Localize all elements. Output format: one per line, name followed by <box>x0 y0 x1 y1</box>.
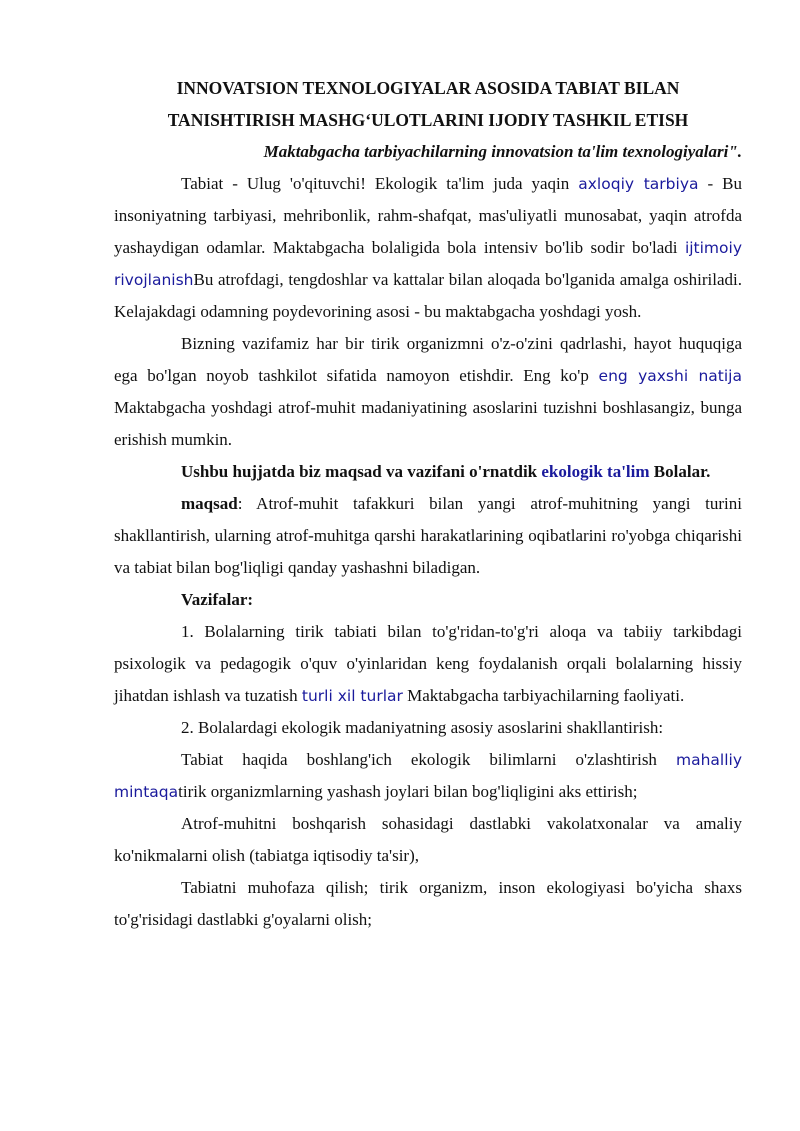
text-run: 1. Bolalarning tirik tabiati bilan to'g'ridan-to'g'ri aloqa va tabiiy tarkibdagi psixologik va pedagogik o'quv o'yinlaridan keng foydalanish orqali bolalarning hissiy jihatdan ishlash va tuzatish <box>114 622 742 705</box>
text-run: Tabiat haqida boshlang'ich ekologik bilimlarni o'zlashtirish <box>181 750 676 769</box>
maqsad-label: maqsad <box>181 494 238 513</box>
text-run: Maktabgacha tarbiyachilarning faoliyati. <box>402 686 685 705</box>
paragraph-task <box>114 328 742 456</box>
task-item-1 <box>114 616 742 712</box>
link-axloqiy-tarbiya[interactable]: axloqiy tarbiya <box>578 175 699 193</box>
link-eng-yaxshi-natija[interactable]: eng yaxshi natija <box>598 367 742 385</box>
link-ijtimoiy-rivojlanish[interactable]: ijtimoiy rivojlanish <box>114 239 742 289</box>
text-run-bold: Bolalar. <box>649 462 711 481</box>
link-turli-xil-turlar[interactable]: turli xil turlar <box>301 687 403 705</box>
task-item-2: 2. Bolalardagi ekologik madaniyatning asosiy asoslarini shakllantirish: <box>181 718 664 737</box>
tasks-heading-text: Vazifalar: <box>181 590 254 609</box>
title-line-1: INNOVATSION TEXNOLOGIYALAR ASOSIDA TABIAT BILAN <box>176 78 680 98</box>
text-run: - Bu insoniyatning tarbiyasi, mehribonlik, rahm-shafqat, mas'uliyatli munosabat, yaqin atrofda yashaydigan odamlar. Maktabgacha bolaligida bola intensiv bo'lib sodir bo'ladi <box>114 174 742 257</box>
document-body <box>114 72 742 936</box>
text-run-bold: Ushbu hujjatda biz maqsad va vazifani o'rnatdik <box>181 462 542 481</box>
title-line-2: TANISHTIRISH MASHG‘ULOTLARINI IJODIY TASHKIL ETISH <box>167 110 689 130</box>
document-title <box>114 72 742 136</box>
text-run: Bu atrofdagi, tengdoshlar va kattalar bilan aloqada bo'lganida amalga oshiriladi. Kelajakdagi odamning poydevorining asosi - bu maktabgacha yoshdagi yosh. <box>114 270 742 321</box>
document-subtitle: Maktabgacha tarbiyachilarning innovatsion ta'lim texnologiyalari". <box>263 142 742 161</box>
link-mahalliy-mintaqa[interactable]: mahalliy mintaqa <box>114 751 742 801</box>
task-item-2c: Tabiatni muhofaza qilish; tirik organizm, inson ekologiyasi bo'yicha shaxs to'g'risidagi dastlabki g'oyalarni olish; <box>114 878 742 929</box>
link-ekologik-talim[interactable]: ekologik ta'lim <box>541 462 650 481</box>
task-item-2b: Atrof-muhitni boshqarish sohasidagi dastlabki vakolatxonalar va amaliy ko'nikmalarni olish (tabiatga iqtisodiy ta'sir), <box>114 814 742 865</box>
task-item-2a <box>114 744 742 808</box>
text-run: tirik organizmlarning yashash joylari bilan bog'liqligini aks ettirish; <box>178 782 638 801</box>
text-run: Maktabgacha yoshdagi atrof-muhit madaniyatining asoslarini tuzishni boshlasangiz, bunga erishish mumkin. <box>114 398 742 449</box>
text-run: : Atrof-muhit tafakkuri bilan yangi atrof-muhitning yangi turini shakllantirish, ularning atrof-muhitga qarshi harakatlarining oqibatlarini ro'yobga chiqarishi va tabiat bilan bog'liqligi qanday yashashni biladigan. <box>114 494 742 577</box>
text-run: Bizning vazifamiz har bir tirik organizmni o'z-o'zini qadrlashi, hayot huquqiga ega bo'lgan noyob tashkilot sifatida namoyon etishdir. Eng ko'p <box>114 334 742 385</box>
tasks-heading <box>114 584 742 616</box>
text-run: Tabiat - Ulug 'o'qituvchi! Ekologik ta'lim juda yaqin <box>181 174 579 193</box>
paragraph-goal-intro <box>114 456 742 488</box>
paragraph-intro <box>114 168 742 328</box>
paragraph-maqsad <box>114 488 742 584</box>
